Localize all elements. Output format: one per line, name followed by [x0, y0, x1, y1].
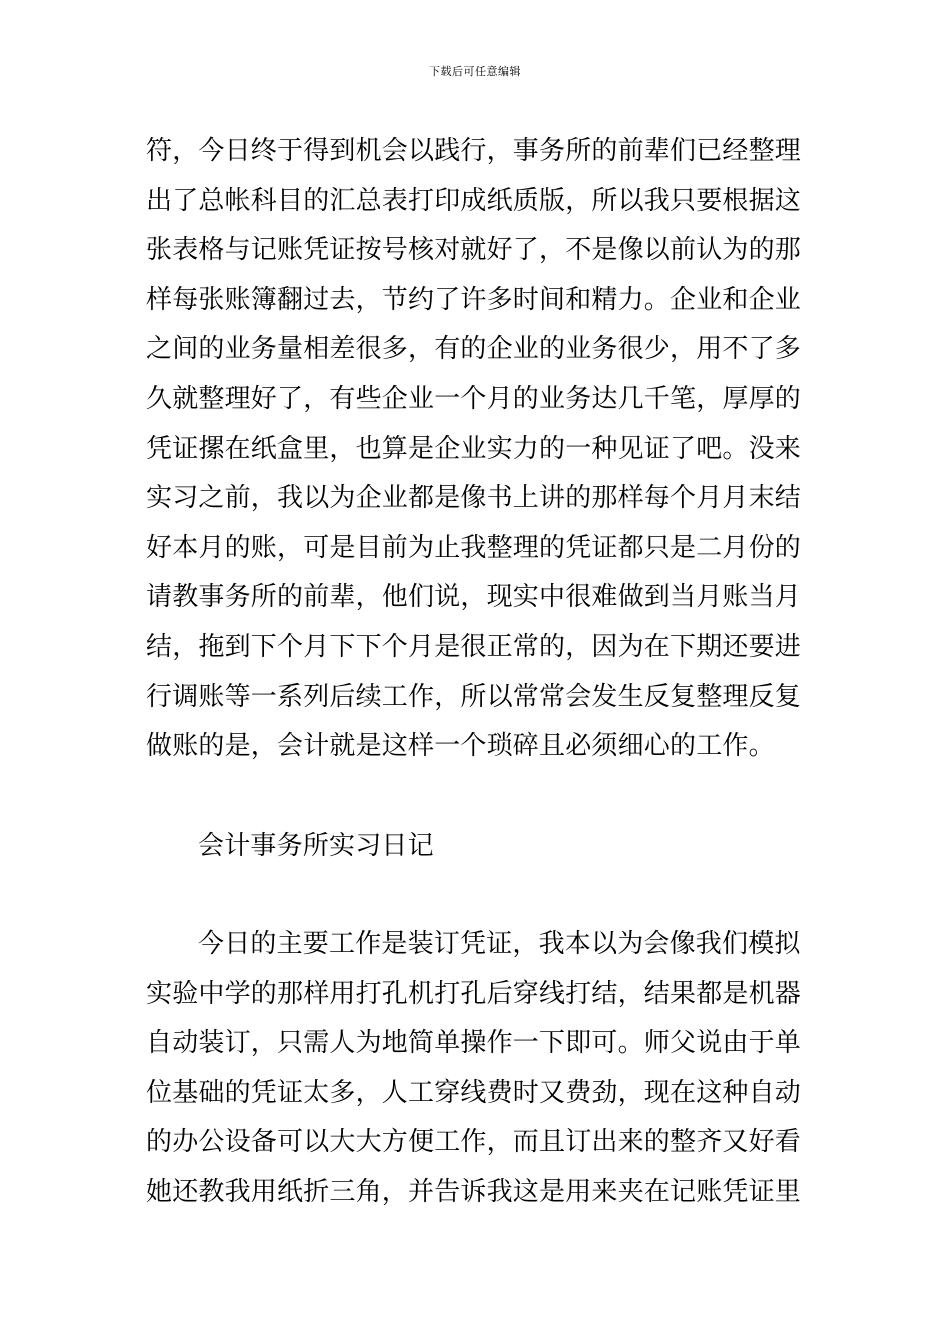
- text-line: 久就整理好了，有些企业一个月的业务达几千笔，厚厚的: [146, 383, 802, 414]
- text-line: 今日的主要工作是装订凭证，我本以为会像我们模拟: [198, 929, 801, 959]
- text-line: 位基础的凭证太多，人工穿线费时又费劲，现在这种自动: [146, 1077, 802, 1108]
- text-line: 做账的是，会计就是这样一个琐碎且必须细心的工作。: [146, 731, 775, 762]
- text-line: 张表格与记账凭证按号核对就好了，不是像以前认为的那: [146, 235, 802, 266]
- section-title-block: [146, 822, 812, 872]
- text-line: 实验中学的那样用打孔机打孔后穿线打结，结果都是机器: [146, 978, 802, 1009]
- text-line: 样每张账簿翻过去，节约了许多时间和精力。企业和企业: [146, 284, 802, 315]
- text-line: 好本月的账，可是目前为止我整理的凭证都只是二月份的: [146, 532, 802, 563]
- text-line: 之间的业务量相差很多，有的企业的业务很少，用不了多: [146, 334, 802, 365]
- section-title: 会计事务所实习日记: [198, 831, 434, 861]
- paragraph-continued: [146, 127, 812, 772]
- text-line: 她还教我用纸折三角，并告诉我这是用来夹在记账凭证里: [146, 1176, 802, 1207]
- page-header: 下载后可任意编辑: [429, 65, 521, 78]
- text-line: 实习之前，我以为企业都是像书上讲的那样每个月月末结: [146, 483, 802, 514]
- text-line: 的办公设备可以大大方便工作，而且订出来的整齐又好看: [146, 1127, 802, 1158]
- text-line: 出了总帐科目的汇总表打印成纸质版，所以我只要根据这: [146, 185, 802, 216]
- paragraph-diary: [146, 920, 812, 1218]
- text-line: 自动装订，只需人为地简单操作一下即可。师父说由于单: [146, 1028, 802, 1059]
- text-line: 凭证摞在纸盒里，也算是企业实力的一种见证了吧。没来: [146, 433, 802, 464]
- text-line: 结，拖到下个月下下个月是很正常的，因为在下期还要进: [146, 631, 802, 662]
- text-line: 请教事务所的前辈，他们说，现实中很难做到当月账当月: [146, 582, 802, 613]
- text-line: 行调账等一系列后续工作，所以常常会发生反复整理反复: [146, 681, 802, 712]
- text-line: 符，今日终于得到机会以践行，事务所的前辈们已经整理: [146, 136, 802, 166]
